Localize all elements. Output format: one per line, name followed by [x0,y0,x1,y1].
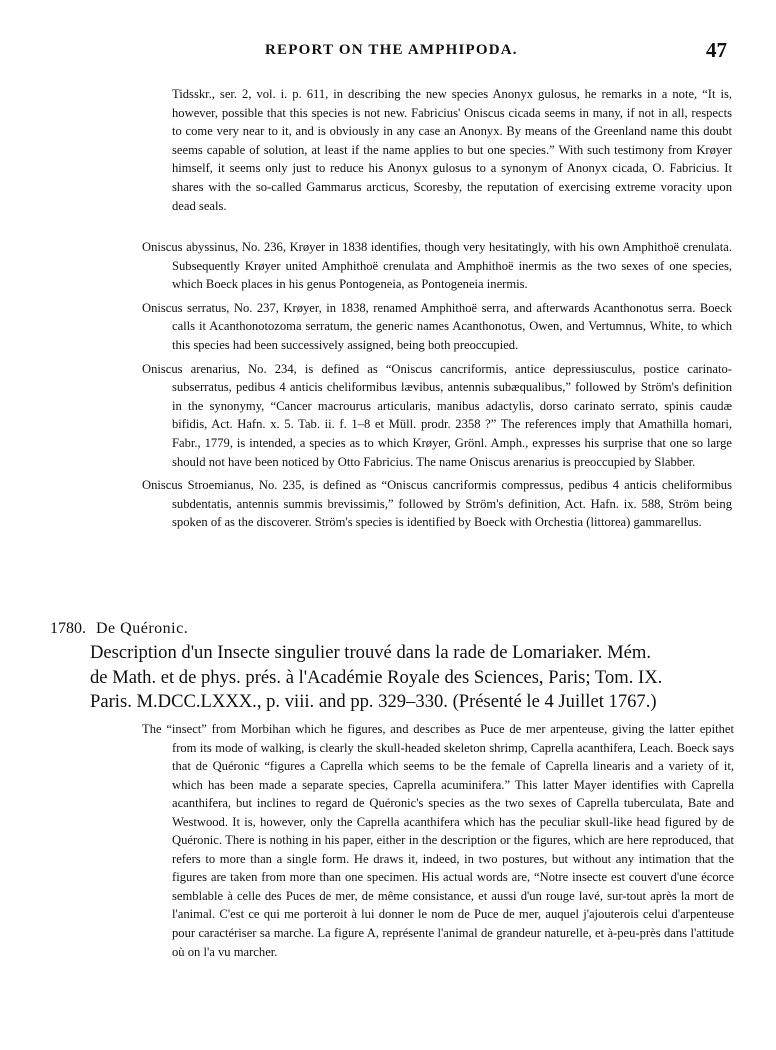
reference-title [90,641,730,715]
reference-year: 1780. [50,620,86,637]
reference-title-line-1: Description d'un Insecte singulier trouvé dans la rade de Lomariaker. Mém. [90,642,651,663]
reference-author: De Quéronic. [96,620,189,637]
commentary-paragraph: The “insect” from Morbihan which he figures, and describes as Puce de mer arpenteuse, giving the latter epithet from its mode of walking, is clearly the skull-headed skeleton shrimp, Caprella acanthifera, Leach. Boeck says that de Quéronic “figures a Caprella which seems to be the female of Caprella linearis and a variety of it, which has been made a separate species, Caprella acuminifera.” This latter Mayer identifies with Caprella acanthifera, but inclines to regard de Quéronic's species as the two sexes of Caprella tuberculata, Bate and Westwood. It is, however, only the Caprella acanthifera which has the peculiar skull-like head figured by de Quéronic. There is nothing in his paper, either in the description or the figures, which are here reproduced, that refers to more than a single form. He draws it, indeed, in two postures, but without any intimation that the figures are taken from more than one specimen. His actual words are, “Notre insecte est couvert d'une écorce semblable à celle des Puces de mer, de même consistance, et aussi d'un rouge lavé, sur-tout après la mort de l'animal. C'est ce qui me porteroit à lui donner le nom de Puce de mer, auquel j'ajouterois celui d'arpenteuse pour caractériser sa marche. La figure A, représente l'animal de grandeur naturelle, et à-peu-près dans l'attitude où on l'a vu marcher. [142,722,734,959]
entry-oniscus-serratus: Oniscus serratus, No. 237, Krøyer, in 1838, renamed Amphithoë serra, and afterwards Acanthonotus serra. Boeck calls it Acanthonotozoma serratum, the generic names Acanthonotus, Owen, and Vertumnus, White, to which this species had been successively assigned, being both preoccupied. [142,300,732,352]
reference-heading [50,619,188,639]
page-number: 47 [706,38,727,62]
species-entries [142,238,732,537]
running-title: REPORT ON THE AMPHIPODA. [265,42,518,58]
continuation-paragraph: Tidsskr., ser. 2, vol. i. p. 611, in describing the new species Anonyx gulosus, he remarks in a note, “It is, however, possible that this species is not new. Fabricius' Oniscus cicada seems in many, if not in all, respects to come very near to it, and is obviously in any case an Anonyx. By means of the Greenland name this doubt seems capable of solution, at least if the name applies to but one species.” With such testimony from Krøyer himself, it seems only just to reduce his Anonyx gulosus to a synonym of Anonyx cicada, O. Fabricius. It shares with the so-called Gammarus arcticus, Scoresby, the reputation of exercising extreme voracity upon dead seals. [172,87,732,213]
reference-commentary [142,720,734,961]
page-header [0,38,776,68]
reference-title-line-3: Paris. M.DCC.LXXX., p. viii. and pp. 329–330. (Présenté le 4 Juillet 1767.) [90,691,657,712]
entry-oniscus-abyssinus: Oniscus abyssinus, No. 236, Krøyer in 1838 identifies, though very hesitatingly, with his own Amphithoë crenulata. Subsequently Krøyer united Amphithoë crenulata and Amphithoë inermis as the two sexes of one species, which Boeck places in his genus Pontogeneia, as Pontogeneia inermis. [142,240,732,292]
entry-oniscus-stroemianus: Oniscus Stroemianus, No. 235, is defined as “Oniscus cancriformis compressus, pedibus 4 anticis cheliformibus subdentatis, antennis summis brevissimis,” followed by Ström's definition, Act. Hafn. ix. 588, Ström being spoken of as the discoverer. Ström's species is identified by Boeck with Orchestia (littorea) gammarellus. [142,478,732,530]
entry-oniscus-arenarius: Oniscus arenarius, No. 234, is defined as “Oniscus cancriformis, antice depressiusculus, postice carinato-subserratus, pedibus 4 anticis cheliformibus lævibus, antennis subæqualibus,” followed by Ström's definition in the synonymy, “Cancer macrourus articularis, manibus adactylis, dorso carinato serrato, spinis caudæ bifidis, Act. Hafn. x. 5. Tab. ii. f. 1–8 et Müll. prodr. 2358 ?” The references imply that Amathilla homari, Fabr., 1779, is intended, a species as to which Krøyer, Grönl. Amph., expresses his surprise that one so large should not have been noticed by Otto Fabricius. The name Oniscus arenarius is preoccupied by Slabber. [142,361,732,469]
reference-title-line-2: de Math. et de phys. prés. à l'Académie Royale des Sciences, Paris; Tom. IX. [90,666,663,688]
